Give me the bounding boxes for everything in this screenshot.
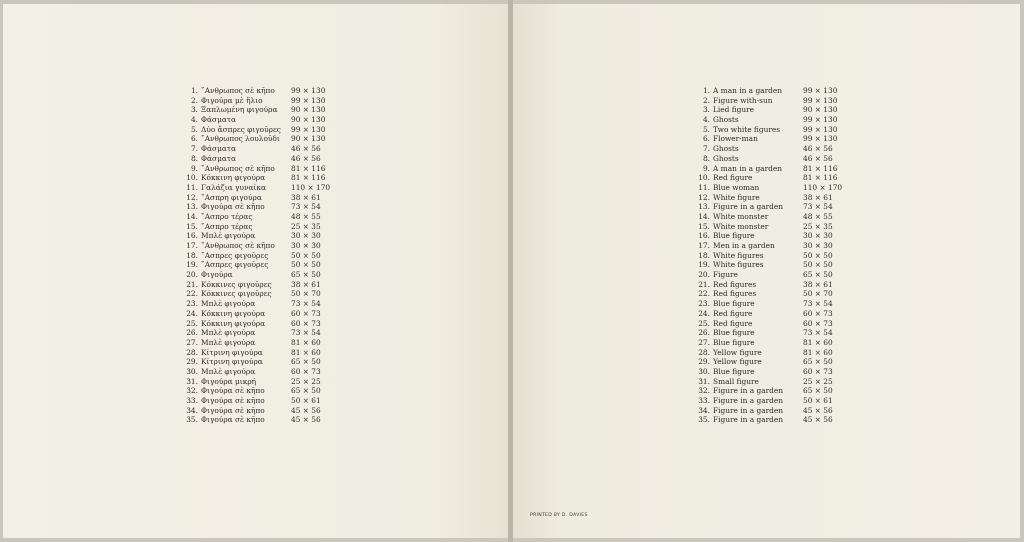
catalogue-entry <box>690 105 839 115</box>
entry-number: 14. <box>698 211 710 221</box>
catalogue-entry <box>690 357 839 367</box>
entry-dimensions: 65 × 50 <box>803 357 833 367</box>
entry-title: ῎Ασπρες φιγοῦρες <box>201 250 269 260</box>
entry-number: 19. <box>698 260 710 270</box>
entry-title: Small figure <box>713 376 759 386</box>
entry-title: Φιγούρα σὲ κῆπο <box>201 202 265 212</box>
catalogue-entry <box>690 193 839 203</box>
catalogue-entry <box>690 125 839 135</box>
catalogue-entry <box>690 173 839 183</box>
entry-dimensions: 25 × 25 <box>291 376 321 386</box>
entry-number: 30. <box>698 366 710 376</box>
catalogue-entry <box>178 182 331 193</box>
entry-title: ῎Ασπρο τέρας <box>201 221 253 231</box>
entry-number: 25. <box>186 318 198 328</box>
entry-title: Two white figures <box>713 124 781 134</box>
entry-number: 12. <box>698 192 710 202</box>
entry-dimensions: 65 × 50 <box>291 357 321 367</box>
catalogue-entry <box>178 193 327 203</box>
catalogue-entry <box>690 96 839 106</box>
catalogue-entry <box>178 86 327 96</box>
entry-title: Φιγούρα σὲ κῆπο <box>201 415 265 425</box>
entry-number: 4. <box>702 115 710 125</box>
entry-title: Figure in a garden <box>713 202 784 212</box>
catalogue-entry <box>690 222 839 232</box>
entry-title: A man in a garden <box>713 86 782 95</box>
entry-title: Φιγούρα <box>201 270 233 280</box>
catalogue-entry <box>178 299 327 309</box>
catalogue-entry <box>178 377 327 387</box>
entry-dimensions: 81 × 60 <box>291 347 321 357</box>
entry-number: 8. <box>190 153 198 163</box>
entry-title: Blue figure <box>713 299 755 309</box>
entry-title: Blue figure <box>713 231 755 241</box>
catalogue-entry <box>690 164 839 174</box>
entry-dimensions: 60 × 73 <box>291 366 321 376</box>
entry-number: 20. <box>186 270 198 280</box>
entry-number: 31. <box>698 376 710 386</box>
catalogue-entry <box>690 406 839 416</box>
book-gutter <box>508 0 513 542</box>
catalogue-entry <box>690 241 839 251</box>
entry-dimensions: 50 × 70 <box>291 289 321 299</box>
entry-number: 7. <box>190 144 198 154</box>
entry-title: White monster <box>713 211 769 221</box>
catalogue-entry <box>178 260 327 270</box>
entry-number: 4. <box>190 115 198 125</box>
entry-title: Δύο ἄσπρες φιγοῦρες <box>201 124 281 134</box>
entry-title: Blue figure <box>713 337 755 347</box>
entry-dimensions: 30 × 30 <box>803 231 833 241</box>
entry-number: 28. <box>698 347 710 357</box>
entry-title: Figure in a garden <box>713 386 784 396</box>
catalogue-entry <box>178 231 327 241</box>
catalogue-entry <box>178 319 327 329</box>
entry-number: 21. <box>698 279 710 289</box>
entry-title: Red figure <box>713 318 753 328</box>
catalogue-entry <box>178 328 327 338</box>
entry-dimensions: 81 × 60 <box>803 337 833 347</box>
entry-title: ῎Ασπρες φιγοῦρες <box>201 260 269 270</box>
catalogue-entry <box>690 182 843 193</box>
entry-title: Κόκκινες φιγοῦρες <box>201 279 272 289</box>
entry-dimensions: 46 × 56 <box>803 153 833 163</box>
entry-dimensions: 65 × 50 <box>803 270 833 280</box>
entry-number: 32. <box>698 386 710 396</box>
entry-dimensions: 50 × 50 <box>803 260 833 270</box>
entry-title: Φιγούρα σὲ κῆπο <box>201 405 265 415</box>
entry-dimensions: 81 × 116 <box>803 173 838 183</box>
entry-title: Red figures <box>713 279 757 289</box>
entry-dimensions: 99 × 130 <box>291 124 326 134</box>
catalogue-entry <box>690 396 839 406</box>
entry-dimensions: 81 × 116 <box>291 173 326 183</box>
catalogue-entry <box>178 338 327 348</box>
entry-title: ῎Ασπρο τέρας <box>201 211 253 221</box>
entry-dimensions: 65 × 50 <box>291 270 321 280</box>
entry-title: Ξαπλωμένη φιγούρα <box>201 105 278 115</box>
entry-number: 2. <box>702 95 710 105</box>
entry-number: 11. <box>698 182 710 192</box>
entry-number: 17. <box>698 241 710 250</box>
catalogue-entry <box>178 115 327 125</box>
entry-dimensions: 81 × 60 <box>291 337 321 347</box>
catalogue-entry <box>178 96 327 106</box>
entry-dimensions: 30 × 30 <box>291 241 321 250</box>
entry-dimensions: 38 × 61 <box>291 192 321 202</box>
entry-title: Figure with-sun <box>713 95 773 105</box>
entry-number: 1. <box>702 86 710 95</box>
entry-title: Blue figure <box>713 366 755 376</box>
catalogue-entry <box>690 309 839 319</box>
entry-title: Φιγούρα μικρή <box>201 376 257 386</box>
entry-number: 7. <box>702 144 710 154</box>
entry-dimensions: 48 × 55 <box>803 211 833 221</box>
catalogue-entry <box>178 222 327 232</box>
entry-number: 10. <box>186 173 198 183</box>
entry-dimensions: 99 × 130 <box>291 86 326 95</box>
entry-title: Φιγούρα μὲ ἥλιο <box>201 95 263 105</box>
entry-dimensions: 60 × 73 <box>803 318 833 328</box>
entry-number: 13. <box>186 202 198 212</box>
catalogue-entry <box>690 289 839 299</box>
entry-dimensions: 81 × 116 <box>803 163 838 173</box>
entry-number: 25. <box>698 318 710 328</box>
entry-title: Ghosts <box>713 153 739 163</box>
entry-number: 22. <box>698 289 710 299</box>
entry-dimensions: 81 × 60 <box>803 347 833 357</box>
catalogue-entry <box>690 280 839 290</box>
entry-number: 23. <box>186 299 198 309</box>
entry-title: ῎Ανθρωπος σὲ κῆπο <box>201 163 275 173</box>
entry-dimensions: 73 × 54 <box>803 299 833 309</box>
entry-dimensions: 48 × 55 <box>291 211 321 221</box>
entry-title: Γαλάζια γυναίκα <box>201 182 266 192</box>
catalogue-entry <box>178 367 327 377</box>
entry-title: ῎Ασπρη φιγούρα <box>201 192 262 202</box>
entry-dimensions: 73 × 54 <box>291 299 321 309</box>
entry-number: 5. <box>702 124 710 134</box>
entry-number: 32. <box>186 386 198 396</box>
entry-number: 18. <box>698 250 710 260</box>
entry-dimensions: 73 × 54 <box>291 328 321 338</box>
entry-dimensions: 81 × 116 <box>291 163 326 173</box>
english-catalogue-list <box>690 86 843 425</box>
catalogue-entry <box>690 348 839 358</box>
entry-title: Φάσματα <box>201 153 236 163</box>
entry-number: 10. <box>698 173 710 183</box>
entry-dimensions: 90 × 130 <box>803 105 838 115</box>
entry-title: Ghosts <box>713 115 739 125</box>
entry-title: Φιγούρα σὲ κῆπο <box>201 396 265 405</box>
entry-number: 16. <box>698 231 710 241</box>
catalogue-entry <box>690 386 839 396</box>
entry-title: Men in a garden <box>713 241 775 250</box>
entry-title: Figure <box>713 270 738 280</box>
entry-title: Blue woman <box>713 182 760 192</box>
entry-dimensions: 38 × 61 <box>803 279 833 289</box>
entry-title: Κίτρινη φιγούρα <box>201 357 263 367</box>
entry-number: 29. <box>186 357 198 367</box>
entry-dimensions: 65 × 50 <box>291 386 321 396</box>
entry-title: Κίτρινη φιγούρα <box>201 347 263 357</box>
entry-dimensions: 50 × 50 <box>291 250 321 260</box>
catalogue-entry <box>690 260 839 270</box>
entry-dimensions: 46 × 56 <box>291 153 321 163</box>
entry-title: Κόκκινη φιγούρα <box>201 318 266 328</box>
entry-title: Yellow figure <box>713 357 762 367</box>
catalogue-entry <box>178 396 327 406</box>
entry-number: 34. <box>698 405 710 415</box>
entry-number: 27. <box>186 337 198 347</box>
catalogue-entry <box>690 202 839 212</box>
entry-dimensions: 65 × 50 <box>803 386 833 396</box>
catalogue-entry <box>178 348 327 358</box>
entry-dimensions: 60 × 73 <box>803 366 833 376</box>
entry-title: Κόκκινες φιγοῦρες <box>201 289 272 299</box>
catalogue-entry <box>690 415 839 425</box>
catalogue-entry <box>690 212 839 222</box>
entry-number: 6. <box>702 134 710 144</box>
catalogue-entry <box>690 115 839 125</box>
entry-title: White monster <box>713 221 769 231</box>
entry-title: Φάσματα <box>201 144 236 154</box>
entry-number: 8. <box>702 153 710 163</box>
entry-number: 29. <box>698 357 710 367</box>
printer-imprint: PRINTED BY D. DAVIES <box>530 513 588 518</box>
entry-number: 16. <box>186 231 198 241</box>
entry-dimensions: 73 × 54 <box>291 202 321 212</box>
entry-dimensions: 30 × 30 <box>291 231 321 241</box>
entry-number: 19. <box>186 260 198 270</box>
catalogue-entry <box>178 105 327 115</box>
entry-dimensions: 73 × 54 <box>803 202 833 212</box>
entry-number: 3. <box>190 105 198 115</box>
entry-number: 27. <box>698 337 710 347</box>
entry-number: 31. <box>186 376 198 386</box>
entry-title: Red figure <box>713 173 753 183</box>
entry-dimensions: 60 × 73 <box>291 318 321 328</box>
catalogue-entry <box>178 406 327 416</box>
entry-title: Lied figure <box>713 105 755 115</box>
entry-title: ῎Ανθρωπος λουλοῦδι <box>201 134 280 144</box>
entry-dimensions: 50 × 50 <box>803 250 833 260</box>
catalogue-entry <box>178 386 327 396</box>
entry-number: 20. <box>698 270 710 280</box>
entry-dimensions: 99 × 130 <box>803 124 838 134</box>
catalogue-entry <box>178 164 327 174</box>
entry-number: 23. <box>698 299 710 309</box>
catalogue-entry <box>690 154 839 164</box>
entry-title: Flower-man <box>713 134 758 144</box>
catalogue-entry <box>690 328 839 338</box>
entry-number: 35. <box>698 415 710 425</box>
entry-dimensions: 90 × 130 <box>291 105 326 115</box>
entry-dimensions: 50 × 70 <box>803 289 833 299</box>
entry-dimensions: 50 × 61 <box>803 396 833 405</box>
entry-number: 6. <box>190 134 198 144</box>
entry-number: 14. <box>186 211 198 221</box>
entry-dimensions: 99 × 130 <box>803 86 838 95</box>
catalogue-entry <box>178 270 327 280</box>
catalogue-entry <box>690 251 839 261</box>
entry-number: 17. <box>186 241 198 250</box>
entry-number: 22. <box>186 289 198 299</box>
entry-dimensions: 60 × 73 <box>291 308 321 318</box>
entry-title: Μπλὲ φιγούρα <box>201 299 256 309</box>
entry-dimensions: 99 × 130 <box>291 95 326 105</box>
entry-title: Κόκκινη φιγούρα <box>201 308 266 318</box>
entry-number: 5. <box>190 124 198 134</box>
entry-dimensions: 50 × 50 <box>291 260 321 270</box>
catalogue-entry <box>690 231 839 241</box>
entry-dimensions: 46 × 56 <box>803 144 833 154</box>
entry-title: ῎Ανθρωπος σὲ κῆπο <box>201 86 275 95</box>
entry-dimensions: 25 × 25 <box>803 376 833 386</box>
catalogue-entry <box>690 367 839 377</box>
entry-title: White figures <box>713 250 764 260</box>
catalogue-entry <box>178 309 327 319</box>
catalogue-entry <box>690 134 839 144</box>
catalogue-entry <box>690 86 839 96</box>
entry-dimensions: 25 × 35 <box>803 221 833 231</box>
catalogue-entry <box>178 357 327 367</box>
entry-title: ῎Ανθρωπος σὲ κῆπο <box>201 241 275 250</box>
entry-title: Μπλὲ φιγούρα <box>201 328 256 338</box>
catalogue-entry <box>178 241 327 251</box>
catalogue-entry <box>690 270 839 280</box>
entry-number: 24. <box>698 308 710 318</box>
entry-title: Μπλὲ φιγούρα <box>201 231 256 241</box>
entry-title: Figure in a garden <box>713 415 784 425</box>
entry-dimensions: 90 × 130 <box>291 134 326 144</box>
catalogue-entry <box>178 144 327 154</box>
entry-dimensions: 60 × 73 <box>803 308 833 318</box>
entry-number: 9. <box>190 163 198 173</box>
entry-dimensions: 99 × 130 <box>803 134 838 144</box>
entry-title: Ghosts <box>713 144 739 154</box>
entry-dimensions: 30 × 30 <box>803 241 833 250</box>
entry-number: 1. <box>190 86 198 95</box>
entry-dimensions: 38 × 61 <box>803 192 833 202</box>
catalogue-entry <box>178 134 327 144</box>
entry-number: 12. <box>186 192 198 202</box>
entry-dimensions: 90 × 130 <box>291 115 326 125</box>
entry-number: 9. <box>702 163 710 173</box>
entry-number: 24. <box>186 308 198 318</box>
entry-number: 33. <box>186 396 198 405</box>
entry-dimensions: 99 × 130 <box>803 115 838 125</box>
entry-title: White figures <box>713 260 764 270</box>
entry-dimensions: 46 × 56 <box>291 144 321 154</box>
catalogue-entry <box>178 280 327 290</box>
catalogue-entry <box>178 202 327 212</box>
entry-number: 15. <box>698 221 710 231</box>
entry-dimensions: 38 × 61 <box>291 279 321 289</box>
catalogue-entry <box>178 289 327 299</box>
catalogue-entry <box>178 173 327 183</box>
entry-dimensions: 99 × 130 <box>803 95 838 105</box>
entry-number: 15. <box>186 221 198 231</box>
entry-number: 21. <box>186 279 198 289</box>
entry-title: A man in a garden <box>713 163 782 173</box>
entry-number: 30. <box>186 366 198 376</box>
entry-title: Μπλὲ φιγούρα <box>201 366 256 376</box>
entry-title: Figure in a garden <box>713 405 784 415</box>
catalogue-entry <box>178 212 327 222</box>
catalogue-entry <box>690 319 839 329</box>
entry-dimensions: 110 × 170 <box>291 182 331 192</box>
catalogue-entry <box>690 144 839 154</box>
entry-dimensions: 45 × 56 <box>803 405 833 415</box>
entry-dimensions: 45 × 56 <box>291 415 321 425</box>
entry-number: 28. <box>186 347 198 357</box>
entry-title: Red figure <box>713 308 753 318</box>
entry-title: Φιγούρα σὲ κῆπο <box>201 386 265 396</box>
entry-title: Μπλὲ φιγούρα <box>201 337 256 347</box>
entry-number: 2. <box>190 95 198 105</box>
entry-title: Κόκκινη φιγούρα <box>201 173 266 183</box>
entry-number: 26. <box>698 328 710 338</box>
catalogue-entry <box>690 377 839 387</box>
entry-title: White figure <box>713 192 760 202</box>
catalogue-entry <box>690 299 839 309</box>
entry-number: 3. <box>702 105 710 115</box>
entry-dimensions: 110 × 170 <box>803 182 843 192</box>
catalogue-entry <box>690 338 839 348</box>
entry-dimensions: 25 × 35 <box>291 221 321 231</box>
entry-title: Red figures <box>713 289 757 299</box>
entry-number: 13. <box>698 202 710 212</box>
catalogue-entry <box>178 154 327 164</box>
entry-title: Blue figure <box>713 328 755 338</box>
catalogue-entry <box>178 251 327 261</box>
entry-number: 35. <box>186 415 198 425</box>
entry-title: Figure in a garden <box>713 396 784 405</box>
entry-number: 11. <box>186 182 198 192</box>
catalogue-entry <box>178 415 327 425</box>
entry-dimensions: 50 × 61 <box>291 396 321 405</box>
entry-title: Yellow figure <box>713 347 762 357</box>
entry-number: 33. <box>698 396 710 405</box>
greek-catalogue-list <box>178 86 331 425</box>
catalogue-entry <box>178 125 327 135</box>
entry-dimensions: 45 × 56 <box>803 415 833 425</box>
entry-number: 34. <box>186 405 198 415</box>
entry-number: 18. <box>186 250 198 260</box>
entry-title: Φάσματα <box>201 115 236 125</box>
entry-dimensions: 73 × 54 <box>803 328 833 338</box>
entry-dimensions: 45 × 56 <box>291 405 321 415</box>
entry-number: 26. <box>186 328 198 338</box>
